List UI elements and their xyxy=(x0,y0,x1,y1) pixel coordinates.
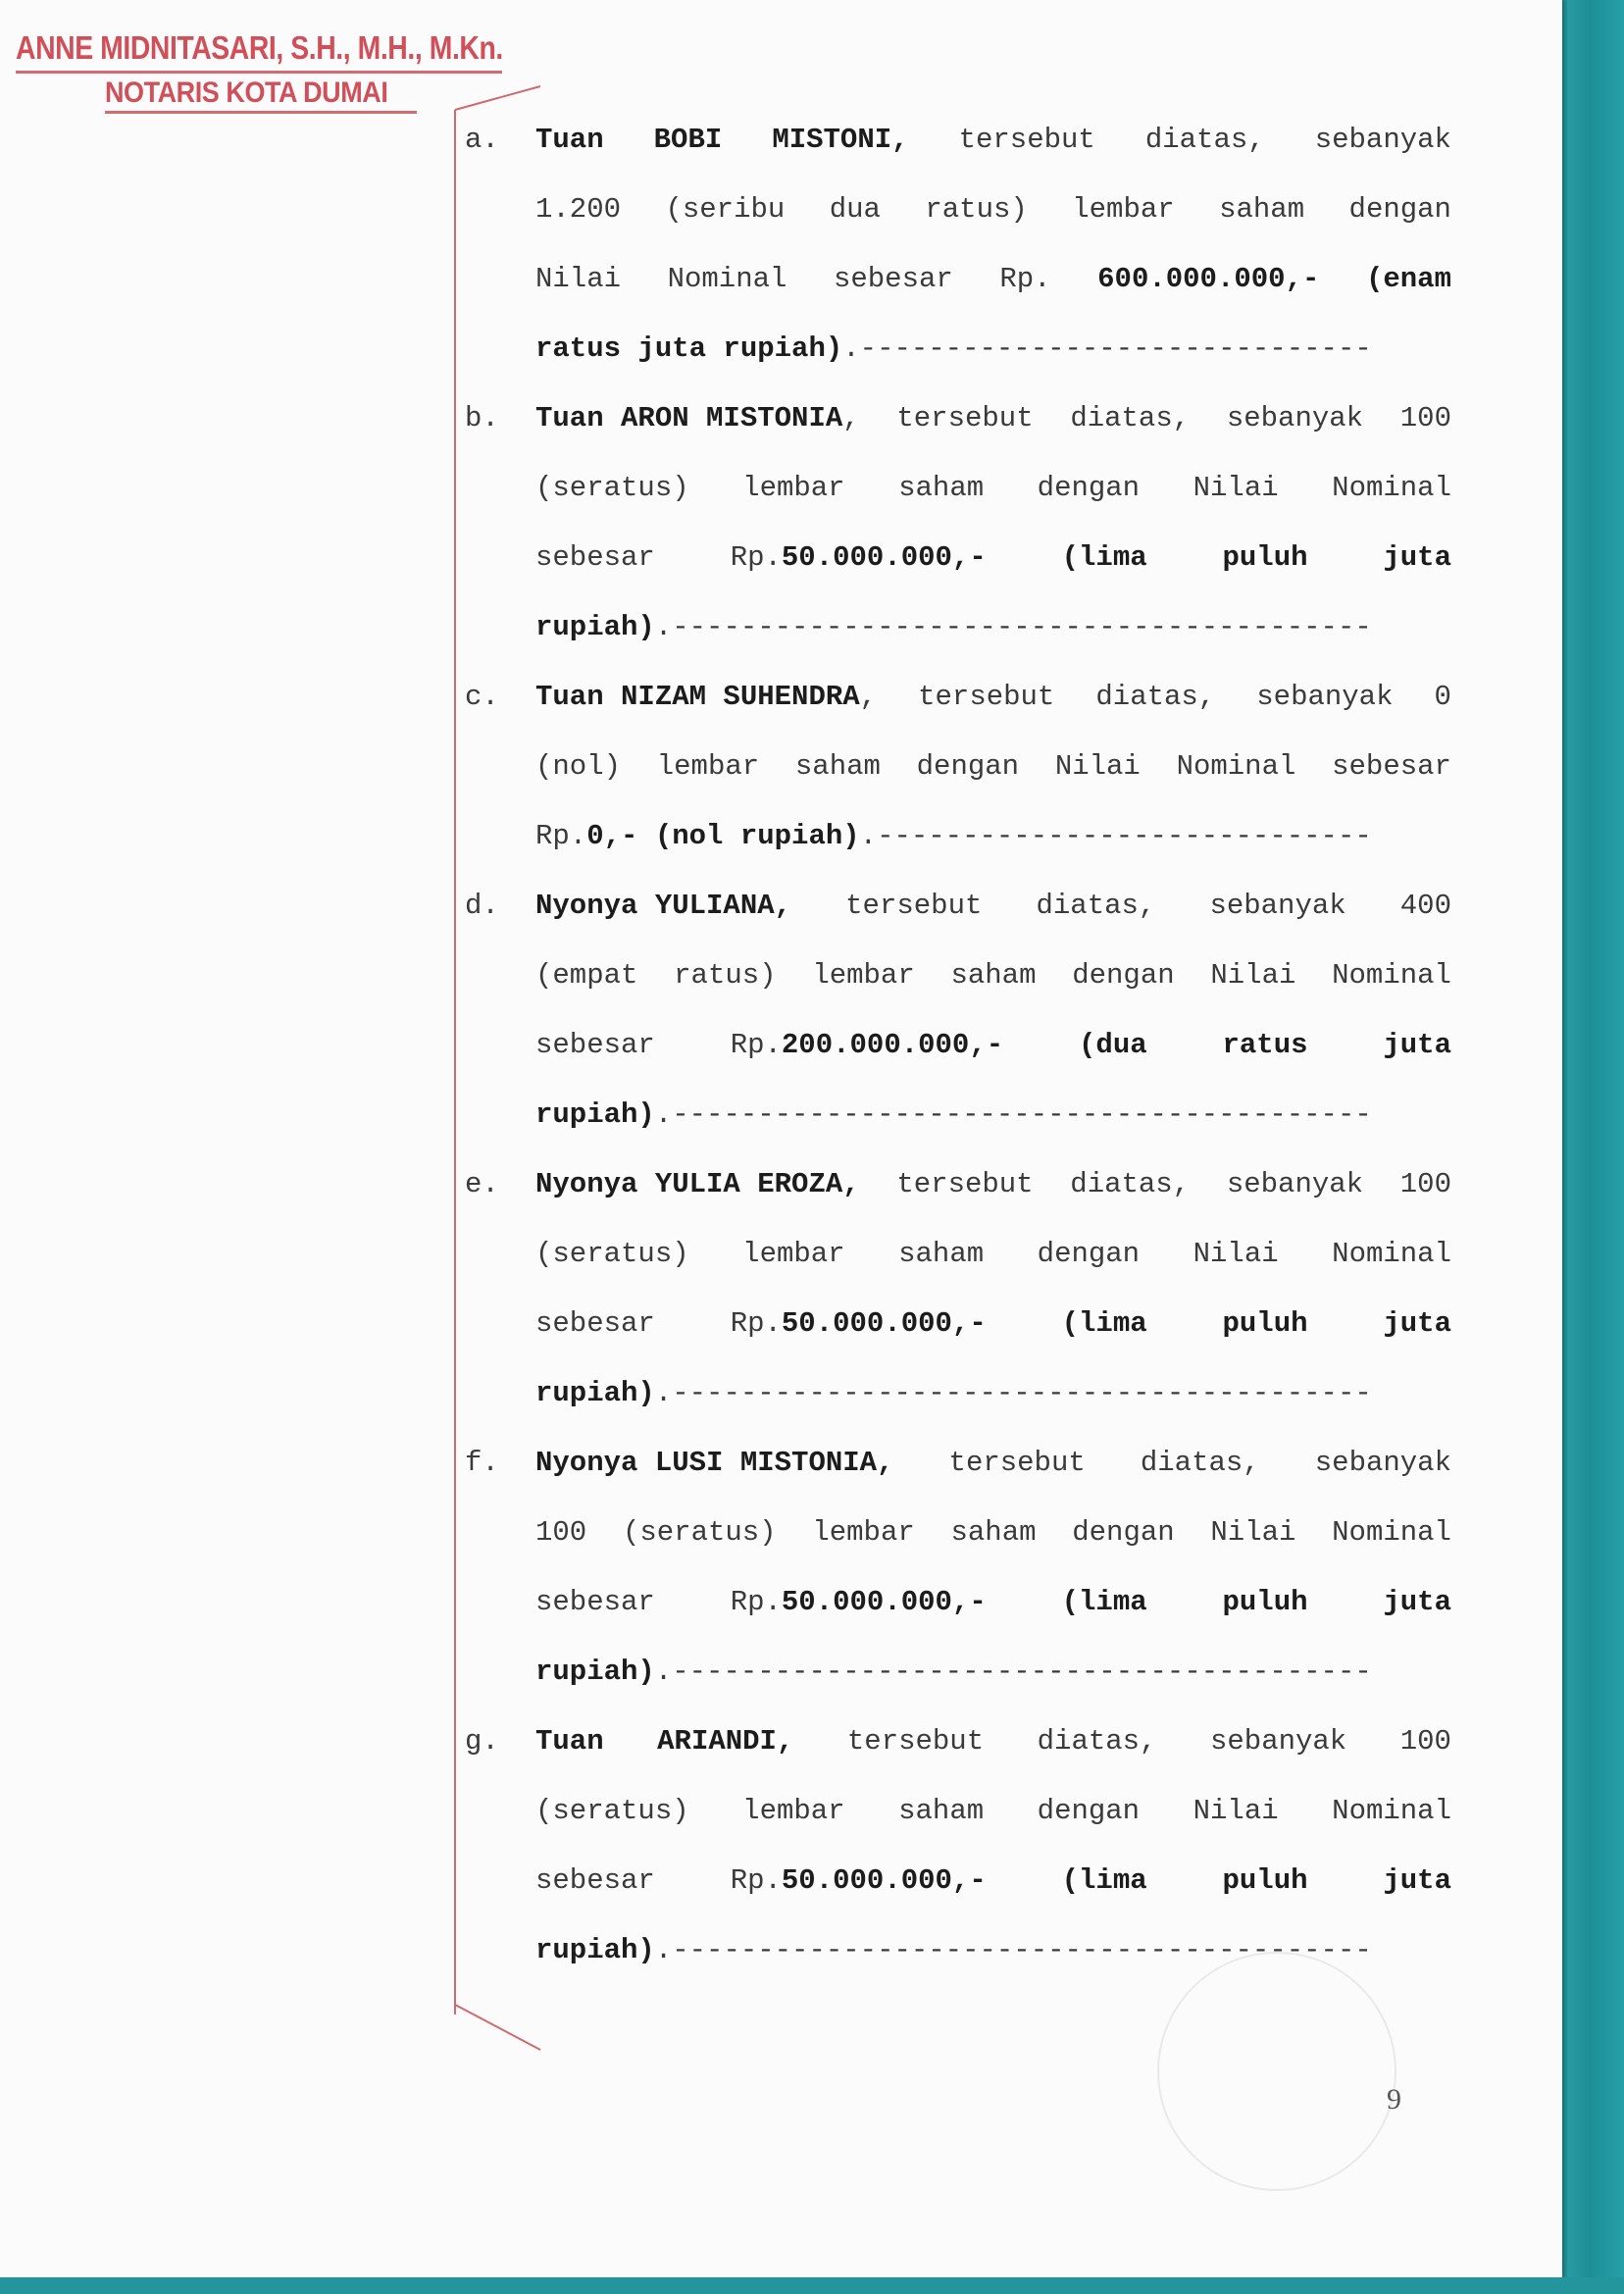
word: .----------------------------- xyxy=(859,820,1372,852)
word: rupiah) xyxy=(535,1377,655,1409)
text-line xyxy=(535,1149,1451,1219)
text-line xyxy=(535,1637,1451,1707)
item-label: d. xyxy=(465,890,499,922)
word: Rp.50.000.000,- xyxy=(730,541,987,574)
word: sebesar xyxy=(535,1586,655,1618)
word: (seratus) xyxy=(622,1516,777,1549)
item-label: g. xyxy=(465,1725,499,1758)
text-line xyxy=(535,732,1451,801)
word: saham xyxy=(950,1516,1037,1549)
word: dengan xyxy=(1037,472,1141,504)
word: Nominal xyxy=(1332,472,1451,504)
word: lembar xyxy=(656,750,760,783)
word: tersebut xyxy=(958,124,1095,156)
word: diatas, xyxy=(1144,124,1265,156)
word: dua xyxy=(829,193,881,226)
word: Rp.50.000.000,- xyxy=(730,1307,987,1340)
word: (lima xyxy=(1061,1307,1147,1340)
text-line xyxy=(535,1358,1451,1428)
margin-line-bottom-hook xyxy=(446,2001,554,2060)
text-line xyxy=(535,1428,1451,1498)
word: Rp.50.000.000,- xyxy=(730,1864,987,1897)
word: (dua xyxy=(1079,1029,1147,1061)
word: saham xyxy=(898,472,985,504)
word: sebesar xyxy=(535,1029,655,1061)
word: juta xyxy=(1383,1864,1451,1897)
word: ratus xyxy=(1222,1029,1308,1061)
word: (enam xyxy=(1365,263,1451,295)
word: MISTONI, xyxy=(772,124,909,156)
text-line xyxy=(535,1498,1451,1567)
word: Rp. xyxy=(999,263,1051,295)
word: (lima xyxy=(1061,1586,1147,1618)
text-line xyxy=(535,1567,1451,1637)
shareholder-list xyxy=(459,105,1451,1985)
word: tersebut xyxy=(846,1725,985,1758)
word: dengan xyxy=(1037,1238,1141,1270)
word: dengan xyxy=(1037,1795,1141,1827)
word: (seratus) xyxy=(535,1238,689,1270)
word: 0 xyxy=(1434,681,1451,713)
text-line xyxy=(535,314,1451,383)
word: .------------------------------ xyxy=(842,332,1372,365)
word: diatas, xyxy=(1095,681,1216,713)
text-line xyxy=(535,175,1451,244)
list-item xyxy=(459,105,1451,383)
word: lembar xyxy=(1072,193,1175,226)
text-line xyxy=(535,801,1451,871)
word: , xyxy=(842,402,860,434)
word: diatas, xyxy=(1070,402,1191,434)
word: BOBI xyxy=(653,124,723,156)
word: puluh xyxy=(1222,1307,1308,1340)
word: rupiah) xyxy=(535,1934,655,1966)
word: Nominal xyxy=(1332,959,1451,992)
word: Rp.50.000.000,- xyxy=(730,1586,987,1618)
word: (nol) xyxy=(535,750,622,783)
word: Nominal xyxy=(1176,750,1296,783)
notary-seal-watermark xyxy=(1157,1952,1396,2191)
word: diatas, xyxy=(1070,1168,1191,1200)
word: saham xyxy=(794,750,881,783)
word: rupiah) xyxy=(535,1098,655,1131)
word: ratus) xyxy=(925,193,1028,226)
word: Nilai xyxy=(1054,750,1141,783)
notary-stamp xyxy=(12,29,508,112)
word: sebesar xyxy=(535,541,655,574)
word: dengan xyxy=(916,750,1020,783)
word: saham xyxy=(898,1795,985,1827)
text-line xyxy=(535,941,1451,1010)
word: puluh xyxy=(1222,1586,1308,1618)
stamp-rule xyxy=(105,111,417,114)
stamp-rule xyxy=(16,71,502,74)
word: Nilai xyxy=(1193,1795,1279,1827)
word: ratus juta rupiah) xyxy=(535,332,843,365)
text-line xyxy=(535,871,1451,941)
word: ratus) xyxy=(674,959,777,992)
word: , xyxy=(859,681,878,713)
word xyxy=(535,662,877,732)
word: juta xyxy=(1383,1029,1451,1061)
item-label: b. xyxy=(465,402,499,434)
item-label: e. xyxy=(465,1168,499,1200)
item-label: a. xyxy=(465,124,499,156)
word: tersebut xyxy=(918,681,1055,713)
stamp-title: NOTARIS KOTA DUMAI xyxy=(105,76,388,109)
word: sebanyak xyxy=(1256,681,1394,713)
word: 100 xyxy=(1399,1168,1451,1200)
text-line xyxy=(535,1776,1451,1846)
word: dengan xyxy=(1348,193,1451,226)
word: lembar xyxy=(812,959,915,992)
word: juta xyxy=(1383,541,1451,574)
word: puluh xyxy=(1222,1864,1308,1897)
word: saham xyxy=(1219,193,1305,226)
margin-line xyxy=(454,110,456,2014)
text-line xyxy=(535,1080,1451,1149)
word: Rp.200.000.000,- xyxy=(730,1029,1004,1061)
word: sebanyak xyxy=(1226,1168,1364,1200)
word: (lima xyxy=(1061,541,1147,574)
word: juta xyxy=(1383,1307,1451,1340)
word: Tuan xyxy=(535,124,604,156)
word: Nominal xyxy=(667,263,787,295)
word: Nyonya YULIANA, xyxy=(535,890,792,922)
word: sebanyak xyxy=(1314,1447,1451,1479)
word: sebanyak xyxy=(1314,124,1451,156)
text-line xyxy=(535,1846,1451,1915)
word: diatas, xyxy=(1036,890,1156,922)
list-item xyxy=(459,1149,1451,1428)
word: 100 xyxy=(535,1516,587,1549)
word: saham xyxy=(898,1238,985,1270)
binder-bottom-edge xyxy=(0,2277,1624,2294)
word xyxy=(535,383,860,453)
item-label: c. xyxy=(465,681,499,713)
word: tersebut xyxy=(896,1168,1034,1200)
word: lembar xyxy=(742,472,845,504)
word: Nominal xyxy=(1332,1238,1451,1270)
word: Nilai xyxy=(1210,1516,1296,1549)
word: Nilai xyxy=(1193,472,1279,504)
word: Nominal xyxy=(1332,1516,1451,1549)
word: tersebut xyxy=(948,1447,1086,1479)
word: sebanyak xyxy=(1226,402,1364,434)
list-item xyxy=(459,871,1451,1149)
word: 1.200 xyxy=(535,193,622,226)
word: .----------------------------------------- xyxy=(654,611,1372,643)
word: puluh xyxy=(1222,541,1308,574)
text-line xyxy=(535,1289,1451,1358)
text-line xyxy=(535,1010,1451,1080)
text-line xyxy=(535,105,1451,175)
word: tersebut xyxy=(845,890,983,922)
text-line xyxy=(535,1219,1451,1289)
item-label: f. xyxy=(465,1447,499,1479)
text-line xyxy=(535,1707,1451,1776)
list-item xyxy=(459,383,1451,662)
text-line xyxy=(535,383,1451,453)
word: rupiah) xyxy=(535,611,655,643)
word: sebesar xyxy=(535,1864,655,1897)
word: tersebut xyxy=(896,402,1034,434)
word: Nilai xyxy=(535,263,622,295)
word: 400 xyxy=(1399,890,1451,922)
word: lembar xyxy=(742,1238,845,1270)
word: diatas, xyxy=(1037,1725,1157,1758)
word: Tuan ARON MISTONIA xyxy=(535,402,843,434)
word: .----------------------------------------- xyxy=(654,1098,1372,1131)
text-line xyxy=(535,523,1451,592)
word: rupiah) xyxy=(535,1656,655,1688)
word: 100 xyxy=(1399,402,1451,434)
word: Rp.0,- (nol rupiah) xyxy=(535,820,860,852)
word: Nyonya LUSI MISTONIA, xyxy=(535,1447,894,1479)
text-line xyxy=(535,662,1451,732)
text-line xyxy=(535,592,1451,662)
stamp-name: ANNE MIDNITASARI, S.H., M.H., M.Kn. xyxy=(16,29,503,66)
word: (seribu xyxy=(665,193,786,226)
word: lembar xyxy=(812,1516,915,1549)
word: Tuan NIZAM SUHENDRA xyxy=(535,681,860,713)
word: sebanyak xyxy=(1209,1725,1347,1758)
word: Nominal xyxy=(1332,1795,1451,1827)
word: .----------------------------------------- xyxy=(654,1656,1372,1688)
word: sebesar xyxy=(1332,750,1451,783)
word: .----------------------------------------- xyxy=(654,1934,1372,1966)
word: Nilai xyxy=(1210,959,1296,992)
word: saham xyxy=(950,959,1037,992)
word: lembar xyxy=(742,1795,845,1827)
binder-edge xyxy=(1567,0,1624,2294)
word: Tuan xyxy=(535,1725,604,1758)
word: (seratus) xyxy=(535,472,689,504)
word: diatas, xyxy=(1140,1447,1260,1479)
list-item xyxy=(459,1707,1451,1985)
list-item xyxy=(459,662,1451,871)
text-line xyxy=(535,453,1451,523)
word: .----------------------------------------- xyxy=(654,1377,1372,1409)
word: 600.000.000,- xyxy=(1097,263,1320,295)
word: sebesar xyxy=(833,263,953,295)
word: (lima xyxy=(1061,1864,1147,1897)
word: Nilai xyxy=(1193,1238,1279,1270)
word: (empat xyxy=(535,959,638,992)
word: Nyonya YULIA EROZA, xyxy=(535,1168,860,1200)
text-line xyxy=(535,244,1451,314)
word: juta xyxy=(1383,1586,1451,1618)
word: (seratus) xyxy=(535,1795,689,1827)
list-item xyxy=(459,1428,1451,1707)
word: sebesar xyxy=(535,1307,655,1340)
word: ARIANDI, xyxy=(657,1725,794,1758)
word: 100 xyxy=(1399,1725,1451,1758)
word: sebanyak xyxy=(1209,890,1346,922)
page-number: 9 xyxy=(1387,2083,1401,2116)
word: dengan xyxy=(1072,959,1175,992)
word: dengan xyxy=(1072,1516,1175,1549)
